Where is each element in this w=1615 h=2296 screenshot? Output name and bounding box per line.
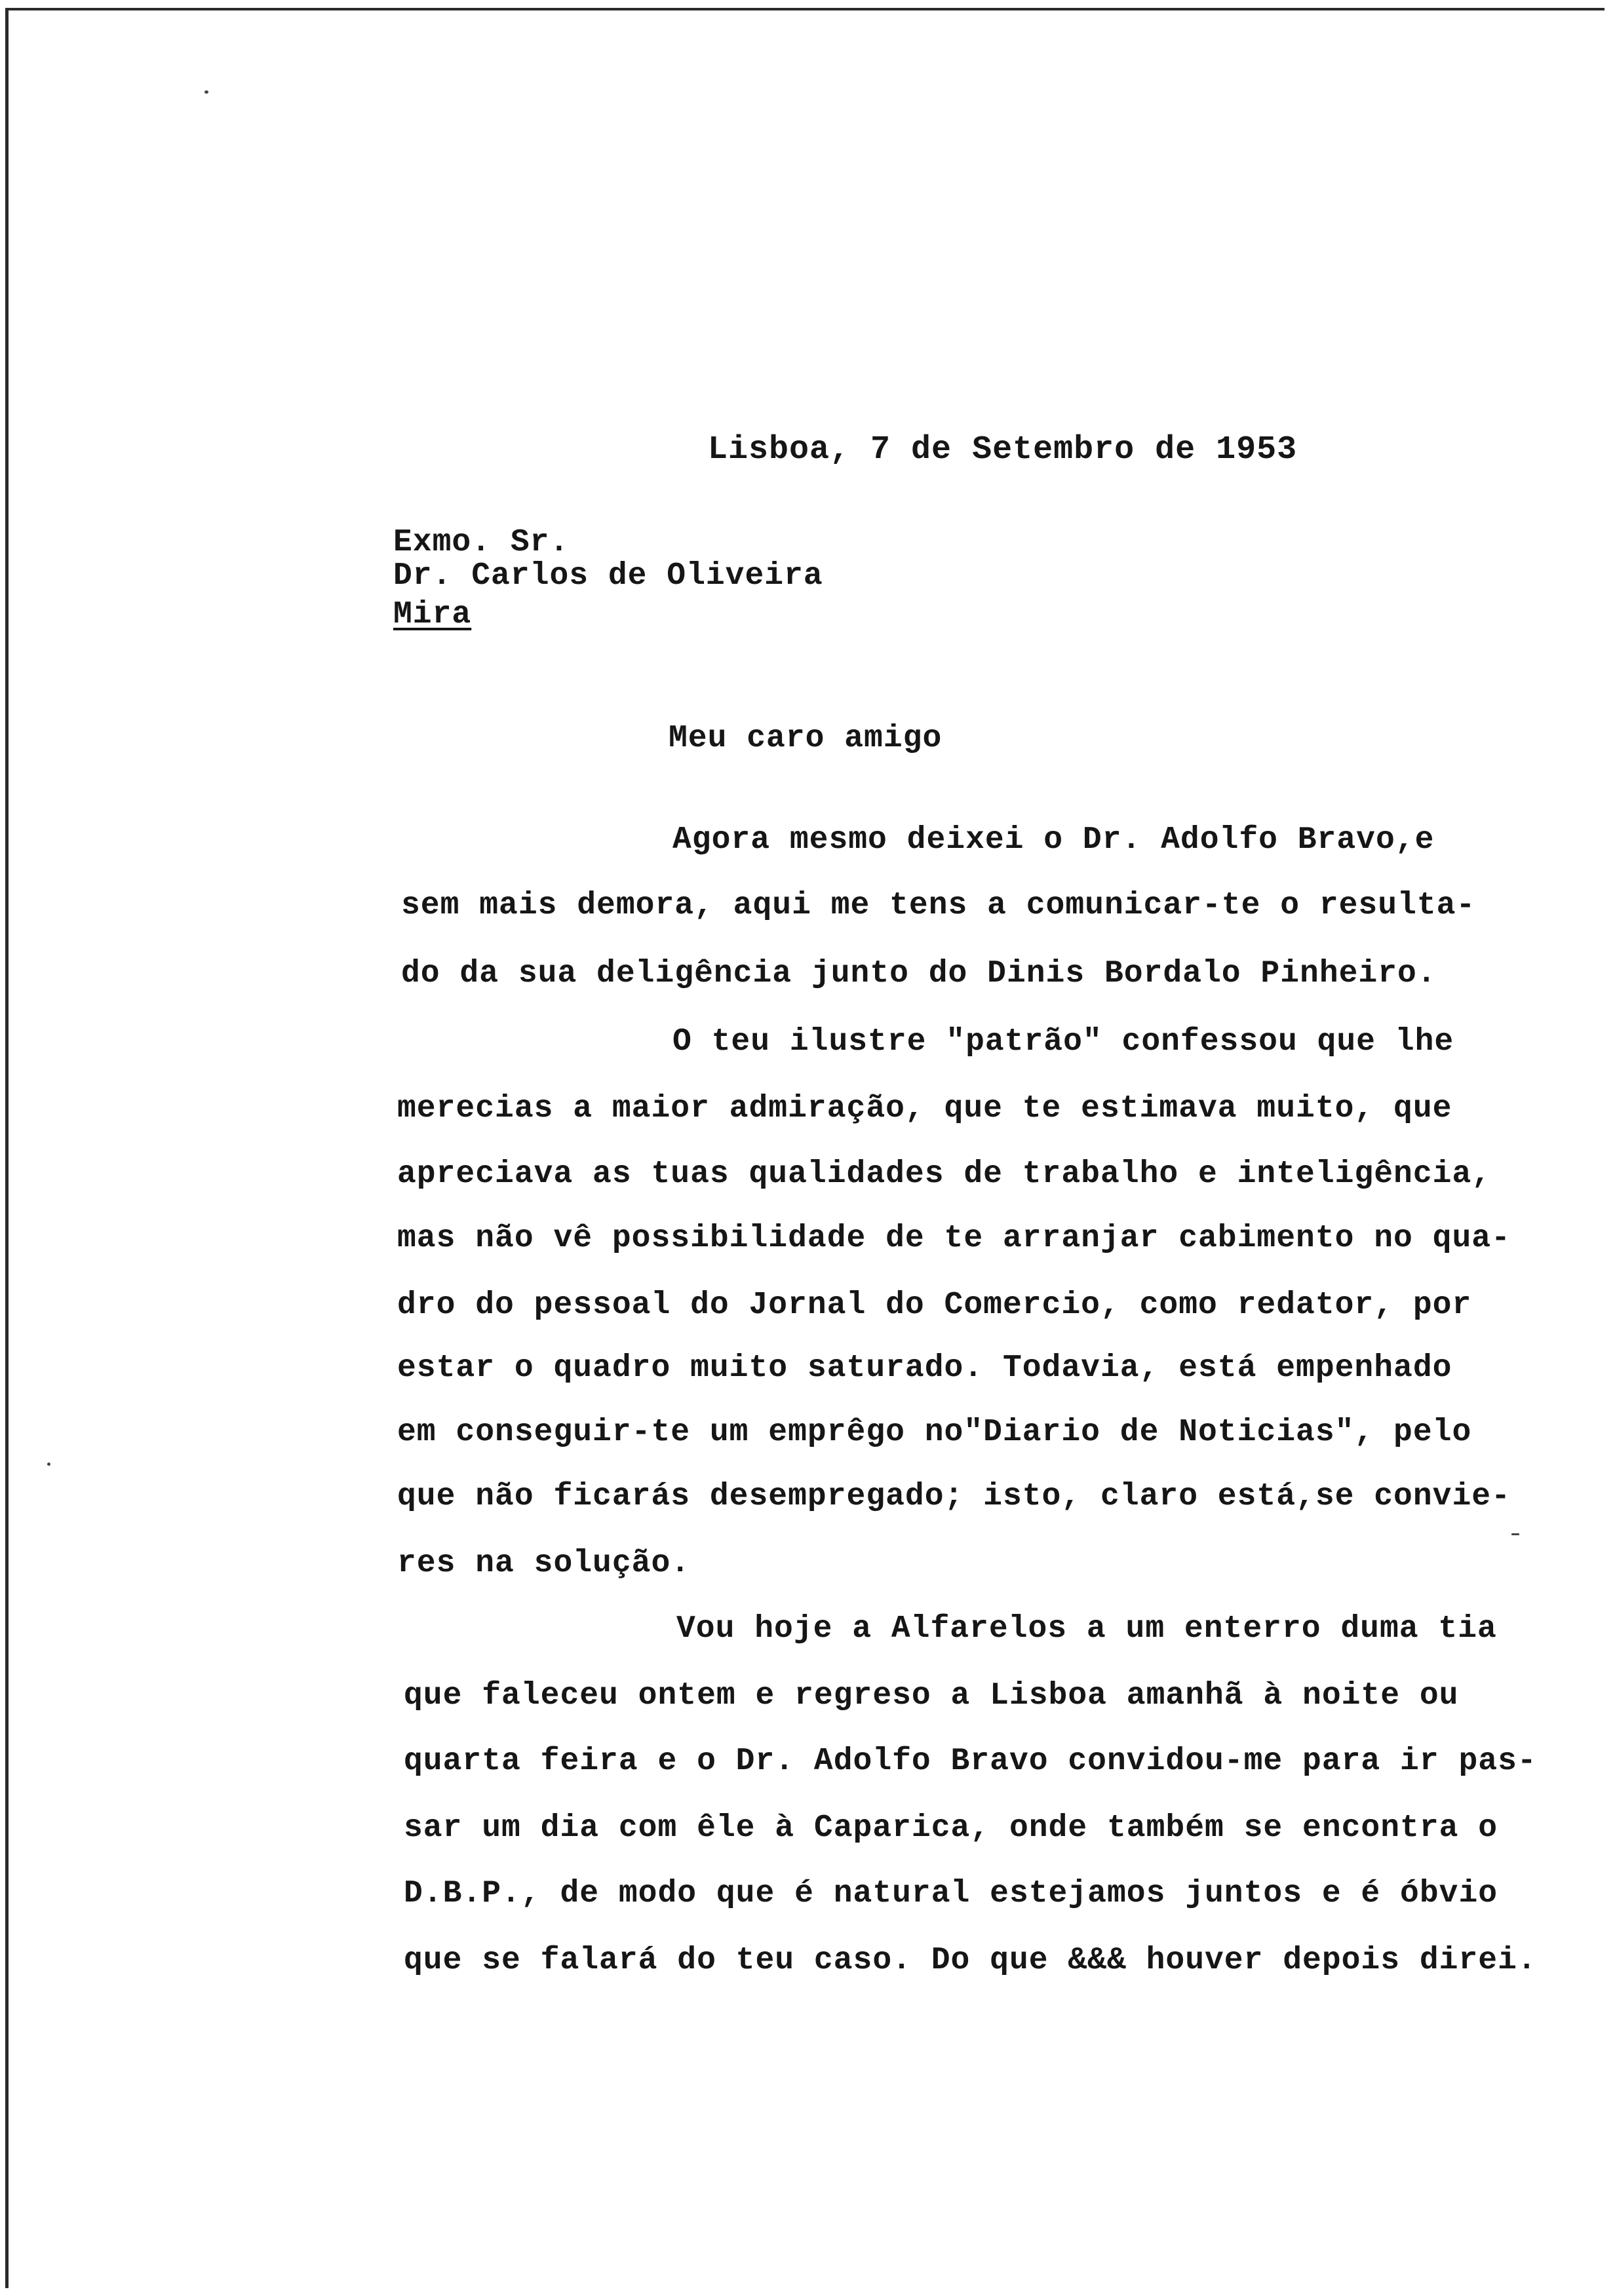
body-line: estar o quadro muito saturado. Todavia, está empenhado	[397, 1350, 1452, 1386]
body-line: dro do pessoal do Jornal do Comercio, como redator, por	[397, 1288, 1472, 1323]
address-salutation-title: Exmo. Sr.	[393, 525, 570, 560]
body-line: apreciava as tuas qualidades de trabalho e inteligência,	[397, 1157, 1492, 1192]
body-line: O teu ilustre "patrão" confessou que lhe	[672, 1024, 1454, 1060]
body-line: em conseguir-te um emprêgo no"Diario de Noticias", pelo	[397, 1415, 1472, 1450]
body-line: mas não vê possibilidade de te arranjar cabimento no qua-	[397, 1221, 1511, 1256]
body-line: que não ficarás desempregado; isto, claro está,se convie-	[397, 1479, 1511, 1514]
body-line: D.B.P., de modo que é natural estejamos juntos e é óbvio	[404, 1876, 1498, 1911]
body-line: sem mais demora, aqui me tens a comunicar-te o resulta-	[401, 888, 1476, 923]
ink-speck	[47, 1463, 50, 1466]
ink-speck	[1511, 1533, 1519, 1535]
body-line: Vou hoje a Alfarelos a um enterro duma tia	[676, 1611, 1497, 1647]
page-top-edge	[5, 8, 1605, 10]
body-line: res na solução.	[397, 1546, 691, 1581]
body-line: sar um dia com êle à Caparica, onde também se encontra o	[404, 1810, 1498, 1846]
body-line: Agora mesmo deixei o Dr. Adolfo Bravo,e	[672, 822, 1435, 858]
body-line: que se falará do teu caso. Do que &&& houver depois direi.	[404, 1943, 1537, 1978]
ink-speck	[204, 90, 208, 94]
page-left-edge	[5, 8, 9, 2288]
greeting: Meu caro amigo	[669, 721, 943, 756]
body-line: quarta feira e o Dr. Adolfo Bravo convidou-me para ir pas-	[404, 1744, 1537, 1779]
body-line: merecias a maior admiração, que te estimava muito, que	[397, 1091, 1452, 1126]
recipient-name: Dr. Carlos de Oliveira	[393, 558, 823, 594]
body-line: do da sua deligência junto do Dinis Bordalo Pinheiro.	[401, 956, 1437, 991]
recipient-place: Mira	[393, 597, 472, 632]
date-line: Lisboa, 7 de Setembro de 1953	[708, 431, 1298, 469]
body-line: que faleceu ontem e regreso a Lisboa amanhã à noite ou	[404, 1678, 1459, 1713]
